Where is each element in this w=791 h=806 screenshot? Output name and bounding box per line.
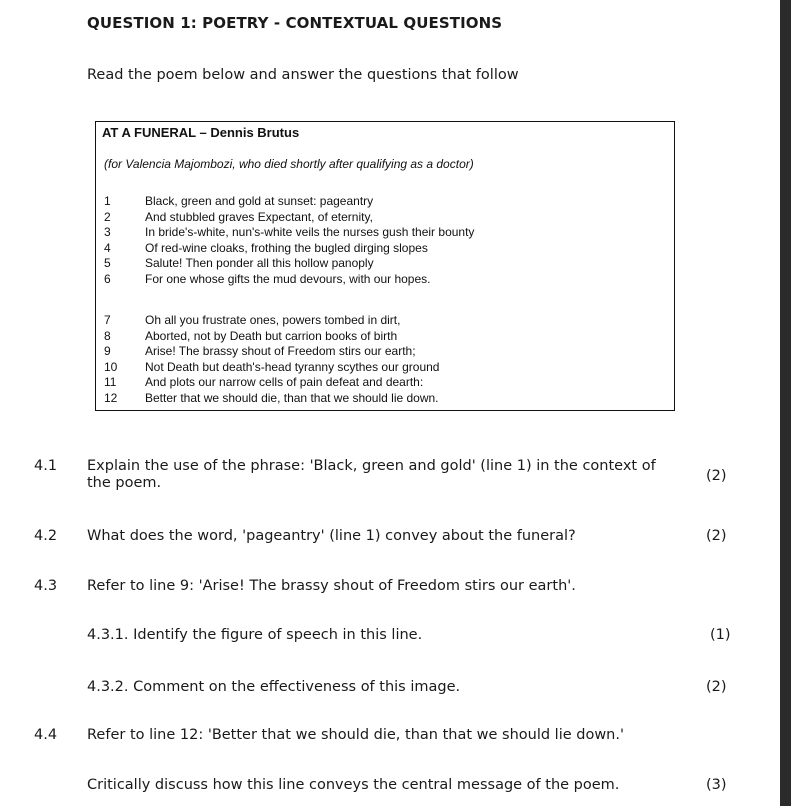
line-number: 8: [104, 328, 111, 343]
line-number: 11: [104, 375, 117, 390]
line-text: And plots our narrow cells of pain defeat and dearth:: [145, 375, 424, 390]
line-text: Aborted, not by Death but carrion books of birth: [145, 328, 398, 343]
line-text: Black, green and gold at sunset: pageantry: [145, 194, 374, 208]
question-number: 4.1: [34, 458, 58, 474]
question-number: 4.3: [34, 578, 58, 594]
question-text: [87, 458, 656, 492]
line-text: Better that we should die, than that we should lie down.: [145, 390, 439, 405]
question-text: Refer to line 12: 'Better that we should die, than that we should lie down.': [87, 727, 624, 743]
line-text: In bride's-white, nun's-white veils the nurses gush their bounty: [145, 225, 475, 240]
question-number: 4.2: [34, 528, 58, 544]
question-text: Critically discuss how this line conveys the central message of the poem.: [87, 777, 620, 793]
line-number: 10: [104, 359, 118, 374]
question-marks: (3): [706, 777, 727, 793]
instruction-text: Read the poem below and answer the questions that follow: [87, 67, 519, 83]
line-text: Salute! Then ponder all this hollow panoply: [145, 256, 374, 271]
line-number: 6: [104, 271, 111, 286]
line-number: 1: [104, 194, 111, 208]
question-text: 4.3.2. Comment on the effectiveness of this image.: [87, 679, 461, 695]
line-text: And stubbled graves Expectant, of eternity,: [145, 209, 373, 224]
question-text: 4.3.1. Identify the figure of speech in this line.: [87, 627, 423, 643]
poem-box: [95, 121, 675, 411]
line-text: Oh all you frustrate ones, powers tombed in dirt,: [145, 313, 401, 327]
question-marks: (1): [710, 627, 731, 643]
line-text: Arise! The brassy shout of Freedom stirs our earth;: [145, 344, 416, 359]
question-marks: (2): [706, 679, 727, 695]
page-edge: [780, 0, 791, 806]
question-number: 4.4: [34, 727, 58, 743]
line-number: 12: [104, 390, 118, 405]
page-title: QUESTION 1: POETRY - CONTEXTUAL QUESTIONS: [87, 14, 503, 32]
question-marks: (2): [706, 528, 727, 544]
question-text: What does the word, 'pageantry' (line 1) convey about the funeral?: [87, 528, 576, 544]
poem-dedication: (for Valencia Majombozi, who died shortly after qualifying as a doctor): [104, 157, 474, 171]
question-marks: (2): [706, 468, 727, 484]
line-text: Of red-wine cloaks, frothing the bugled dirging slopes: [145, 240, 428, 255]
question-text-line-1: Explain the use of the phrase: 'Black, green and gold' (line 1) in the context of: [87, 458, 656, 474]
poem-title: AT A FUNERAL – Dennis Brutus: [102, 125, 300, 140]
line-text: For one whose gifts the mud devours, with our hopes.: [145, 271, 431, 286]
line-text: Not Death but death's-head tyranny scythes our ground: [145, 359, 440, 374]
question-text: Refer to line 9: 'Arise! The brassy shout of Freedom stirs our earth'.: [87, 578, 576, 594]
line-number: 4: [104, 240, 111, 255]
line-number: 5: [104, 256, 111, 271]
line-number: 9: [104, 344, 111, 359]
line-number: 3: [104, 225, 111, 240]
line-number: 2: [104, 209, 111, 224]
line-number: 7: [104, 313, 111, 327]
question-text-line-2: the poem.: [87, 475, 162, 491]
